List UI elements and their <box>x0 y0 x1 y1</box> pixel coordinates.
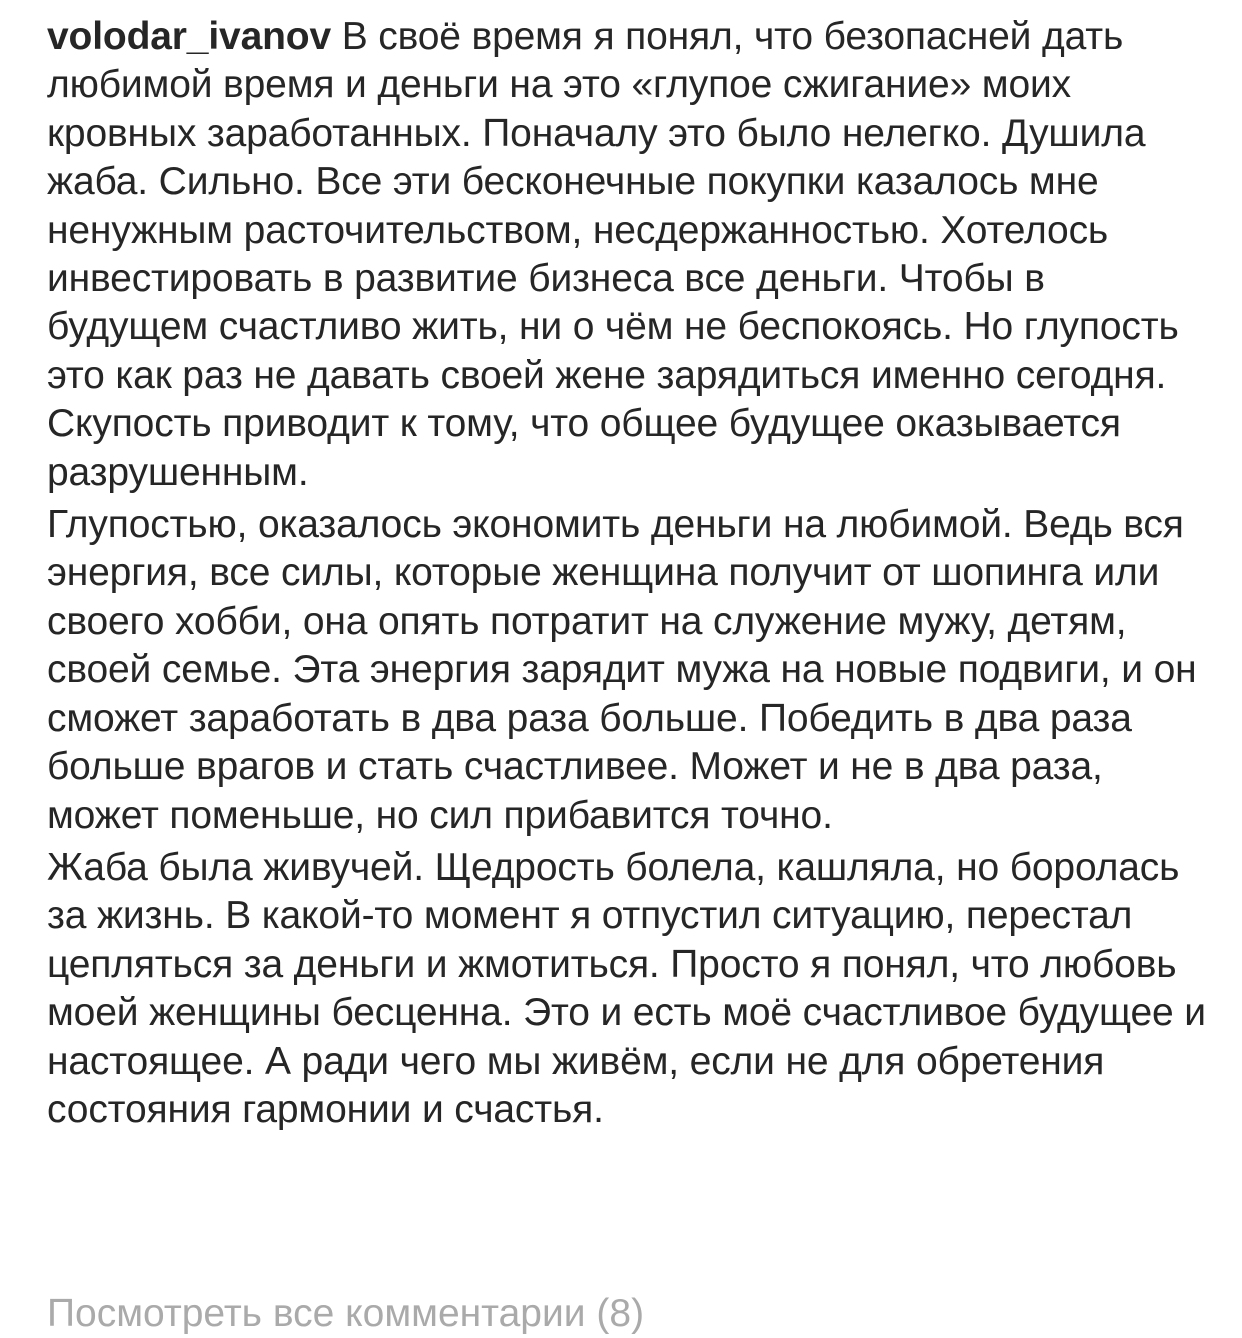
caption-paragraph-1 <box>47 13 1207 497</box>
caption-paragraph-3: Жаба была живучей. Щедрость болела, кашляла, но боролась за жизнь. В какой-то момент я отпустил ситуацию, перестал цепляться за деньги и жмотиться. Просто я понял, что любовь моей женщины бесценна. Это и есть моё счастливое будущее и настоящее. А ради чего мы живём, если не для обретения состояния гармонии и счастья. <box>47 845 1206 1131</box>
caption-text-1: В своё время я понял, что безопасней дать любимой время и деньги на это «глупое сжигание» моих кровных заработанных. Поначалу это было нелегко. Душила жаба. Сильно. Все эти бесконечные покупки казалось мне ненужным расточительством, несдержанностью. Хотелось инвестировать в развитие бизнеса все деньги. Чтобы в будущем счастливо жить, ни о чём не беспокоясь. Но глупость это как раз не давать своей жене зарядиться именно сегодня. Скупость приводит к тому, что общее будущее оказывается разрушенным. <box>47 15 1179 494</box>
view-all-comments-link[interactable]: Посмотреть все комментарии (8) <box>47 1292 645 1335</box>
post-caption <box>47 13 1207 1134</box>
caption-paragraph-2: Глупостью, оказалось экономить деньги на любимой. Ведь вся энергия, все силы, которые женщина получит от шопинга или своего хобби, она опять потратит на служение мужу, детям, своей семье. Эта энергия зарядит мужа на новые подвиги, и он сможет заработать в два раза больше. Победить в два раза больше врагов и стать счастливее. Может и не в два раза, может поменьше, но сил прибавится точно. <box>47 503 1197 837</box>
author-username[interactable]: volodar_ivanov <box>47 15 332 58</box>
